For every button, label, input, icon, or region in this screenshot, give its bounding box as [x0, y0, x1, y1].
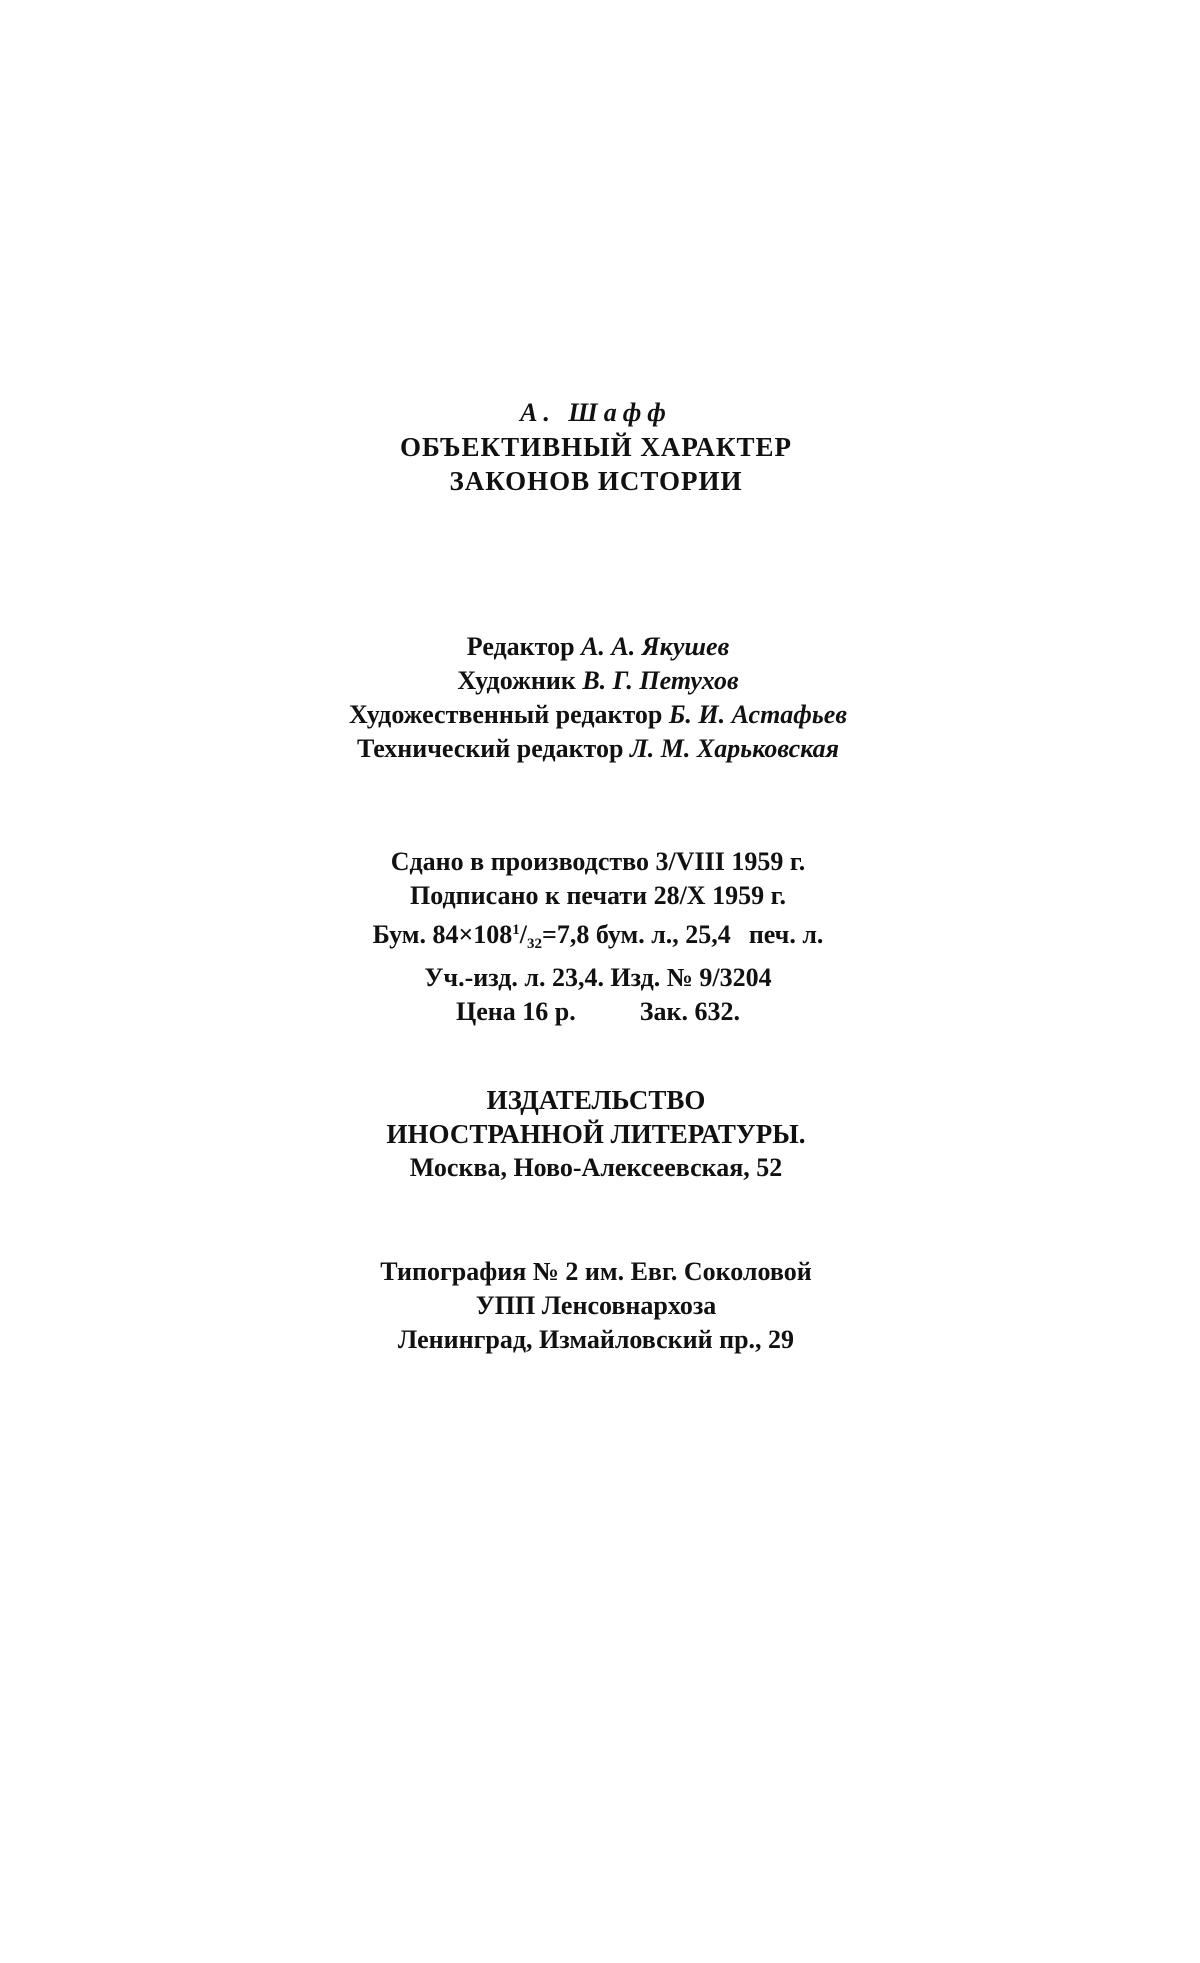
production-date: Сдано в производство 3/VIII 1959 г. — [390, 847, 806, 876]
paper-format-sub: 32 — [527, 936, 543, 952]
paper-format-prefix: Бум. 84×108 — [372, 920, 513, 949]
credit-role: Технический редактор — [356, 734, 624, 763]
printer-address: Ленинград, Измайловский пр., 29 — [397, 1325, 795, 1354]
publisher-address: Москва, Ново-Алексеевская, 52 — [409, 1153, 783, 1182]
signed-date: Подписано к печати 28/X 1959 г. — [410, 881, 786, 910]
book-title-line-2: ЗАКОНОВ ИСТОРИИ — [449, 466, 743, 496]
paper-format-sup: 1 — [512, 922, 520, 938]
publisher-sheets: Уч.-изд. л. 23,4. Изд. № 9/3204 — [424, 963, 772, 992]
credit-name: Л. М. Харьковская — [629, 734, 840, 763]
credit-role: Редактор — [466, 632, 575, 661]
publisher-name-line-2: ИНОСТРАННОЙ ЛИТЕРАТУРЫ. — [386, 1119, 806, 1149]
credit-name: Б. И. Астафьев — [668, 700, 847, 729]
credit-tech-editor — [0, 732, 1198, 766]
price-order — [0, 995, 1198, 1029]
publisher-name-line-1: ИЗДАТЕЛЬСТВО — [486, 1085, 706, 1115]
order-number: Зак. 632. — [639, 997, 740, 1026]
credit-editor — [0, 630, 1198, 664]
paper-format-slash: / — [519, 920, 528, 949]
publisher-block — [0, 1083, 1196, 1185]
credits-block — [0, 630, 1198, 766]
credit-role: Художник — [457, 666, 576, 695]
paper-format — [0, 913, 1198, 961]
author-name: А. Шафф — [520, 398, 672, 427]
credit-role: Художественный редактор — [349, 700, 663, 729]
printer-name: Типография № 2 им. Евг. Соколовой — [380, 1257, 812, 1286]
credit-artist — [0, 664, 1198, 698]
printer-org: УПП Ленсовнархоза — [475, 1291, 717, 1320]
credit-art-editor — [0, 698, 1198, 732]
credit-name: А. А. Якушев — [581, 632, 730, 661]
paper-format-end: печ. л. — [748, 920, 824, 949]
paper-format-suffix: =7,8 бум. л., 25,4 — [542, 920, 731, 949]
printer-block — [0, 1255, 1196, 1357]
print-info-block — [0, 845, 1198, 1029]
title-block — [0, 396, 1196, 498]
book-title-line-1: ОБЪЕКТИВНЫЙ ХАРАКТЕР — [400, 432, 792, 462]
credit-name: В. Г. Петухов — [582, 666, 739, 695]
price: Цена 16 р. — [456, 997, 576, 1026]
